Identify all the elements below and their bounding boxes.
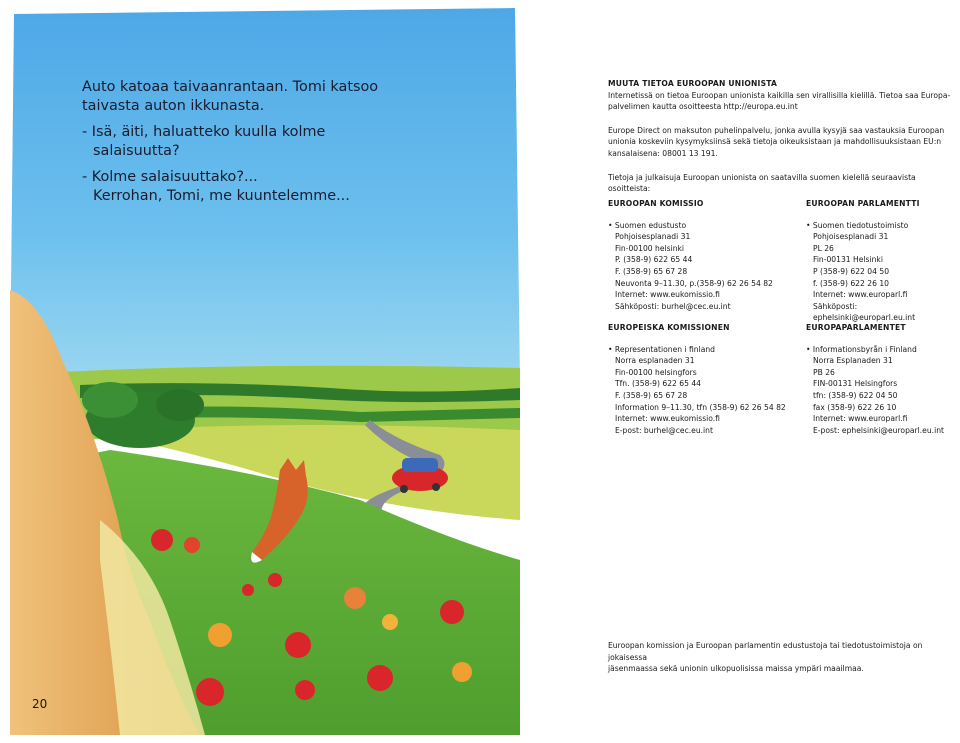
address-line: Tfn. (358-9) 622 65 44	[615, 379, 702, 389]
address-line: tfn: (358-9) 622 04 50	[813, 390, 898, 400]
info-intro-line: palvelimen kautta osoitteesta http://europa.eu.int	[608, 102, 798, 112]
address-line: E-post: ephelsinki@europarl.eu.int	[813, 425, 944, 435]
address-line: Fin-00131 Helsinki	[813, 255, 883, 265]
address-line: • Suomen tiedotustoimisto	[806, 220, 960, 232]
info-direct-line: kansalaisena: 08001 13 191.	[608, 148, 718, 158]
info-block	[608, 78, 960, 195]
address-line: P. (358-9) 622 65 44	[615, 255, 693, 265]
address-line: Internet: www.europarl.fi	[813, 414, 908, 424]
address-line: Pohjoisesplanadi 31	[615, 232, 691, 242]
address-line: PL 26	[813, 243, 834, 253]
footer-note	[608, 640, 958, 675]
address-line: Norra Esplanaden 31	[813, 356, 893, 366]
story-line: salaisuutta?	[93, 143, 180, 159]
address-line: Fin-00100 helsinki	[615, 243, 685, 253]
section-europaparlamentet	[806, 322, 960, 436]
address-line: Internet: www.eukomissio.fi	[615, 414, 720, 424]
address-line: Internet: www.eukomissio.fi	[615, 290, 720, 300]
section-title: EUROOPAN PARLAMENTTI	[806, 199, 920, 208]
address-line: Fin-00100 helsingfors	[615, 367, 697, 377]
section-euroopan-parlamentti	[806, 198, 960, 324]
section-europeiska-komissionen	[608, 322, 798, 436]
story-line: Auto katoaa taivaanrantaan. Tomi katsoo	[82, 79, 379, 95]
info-direct-line: Europe Direct on maksuton puhelinpalvelu, jonka avulla kysyjä saa vastauksia Euroopan	[608, 125, 945, 135]
address-line: FIN-00131 Helsingfors	[813, 379, 898, 389]
address-line: f. (358-9) 622 26 10	[813, 278, 890, 288]
info-lead: Tietoja ja julkaisuja Euroopan unionista on saatavilla suomen kielellä seuraavista osoitteista:	[608, 172, 916, 194]
address-line: • Representationen i finland	[608, 344, 798, 356]
section-title: EUROPEISKA KOMISSIONEN	[608, 323, 730, 332]
address-line: Norra esplanaden 31	[615, 356, 695, 366]
section-euroopan-komissio	[608, 198, 798, 312]
footer-line: Euroopan komission ja Euroopan parlamentin edustustoja tai tiedotustoimistoja on jokaisessa	[608, 641, 923, 662]
address-line: F. (358-9) 65 67 28	[615, 266, 688, 276]
footer-line: jäsenmaassa sekä unionin ulkopuolisissa maissa ympäri maailmaa.	[608, 664, 864, 674]
story-line: - Kolme salaisuuttako?...	[82, 169, 258, 185]
story-text	[82, 78, 382, 213]
address-line: F. (358-9) 65 67 28	[615, 390, 688, 400]
info-intro-line: Internetissä on tietoa Euroopan unionista kaikilla sen virallisilla kielillä. Tietoa saa Europa-	[608, 90, 951, 100]
story-line: Kerrohan, Tomi, me kuuntelemme...	[93, 188, 350, 204]
address-line: Neuvonta 9–11.30, p.(358-9) 62 26 54 82	[615, 278, 773, 288]
address-line: E-post: burhel@cec.eu.int	[615, 425, 713, 435]
page-number: 20	[32, 697, 48, 711]
address-line: P (358-9) 622 04 50	[813, 266, 890, 276]
address-line: Pohjoisesplanadi 31	[813, 232, 889, 242]
address-line: fax (358-9) 622 26 10	[813, 402, 897, 412]
address-line: Internet: www.europarl.fi	[813, 290, 908, 300]
address-line: • Suomen edustusto	[608, 220, 798, 232]
info-title: MUUTA TIETOA EUROOPAN UNIONISTA	[608, 79, 778, 88]
story-line: taivasta auton ikkunasta.	[82, 98, 265, 114]
address-line: Sähköposti: ephelsinki@europarl.eu.int	[813, 301, 916, 323]
address-line: • Informationsbyrån i Finland	[806, 344, 960, 356]
address-line: Information 9–11.30, tfn (358-9) 62 26 54 82	[615, 402, 786, 412]
info-direct-line: unionia koskeviin kysymyksiinsä sekä tietoja oikeuksistaan ja mahdollisuuksistaan EU:n	[608, 137, 942, 147]
address-line: PB 26	[813, 367, 835, 377]
address-line: Sähköposti: burhel@cec.eu.int	[615, 301, 731, 311]
section-title: EUROPAPARLAMENTET	[806, 323, 906, 332]
section-title: EUROOPAN KOMISSIO	[608, 199, 704, 208]
story-line: - Isä, äiti, haluatteko kuulla kolme	[82, 124, 326, 140]
